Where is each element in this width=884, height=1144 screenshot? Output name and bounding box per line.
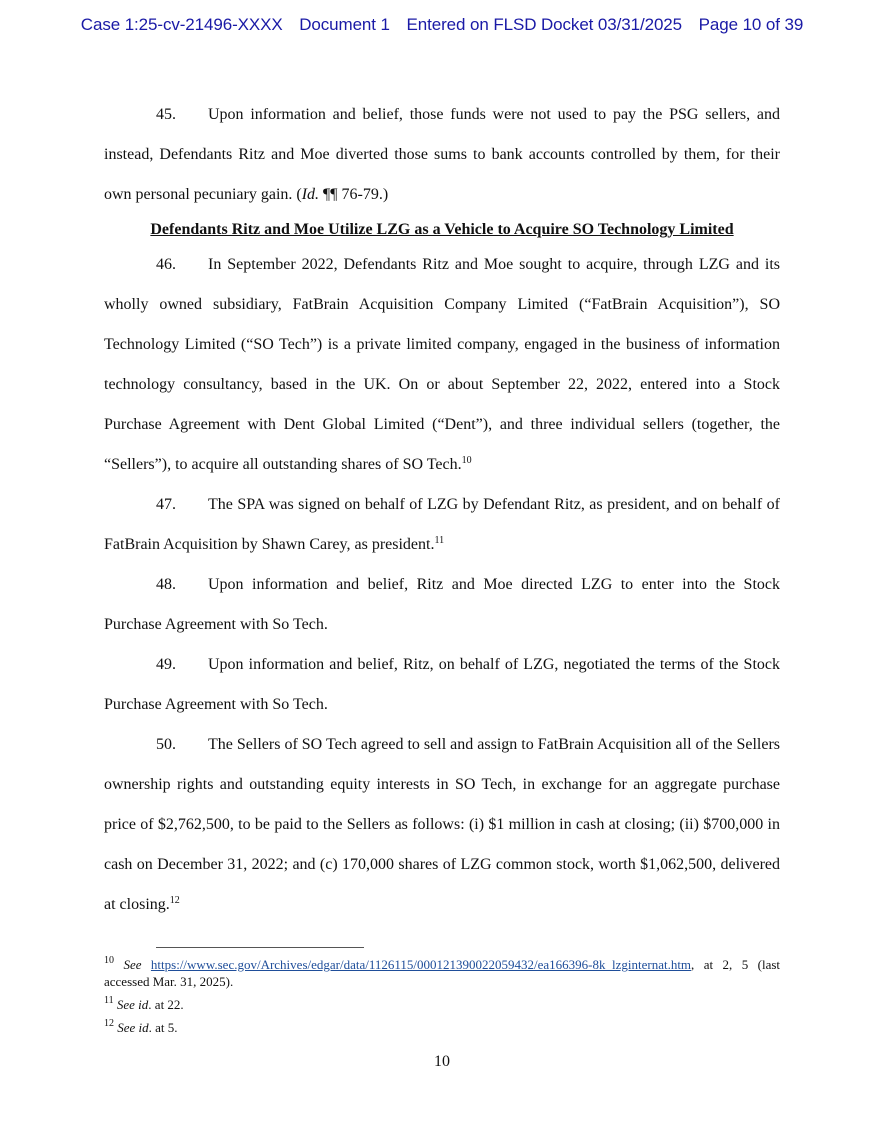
document-number: Document 1 <box>299 15 390 34</box>
footnote-number: 11 <box>104 995 114 1006</box>
section-heading: Defendants Ritz and Moe Utilize LZG as a Vehicle to Acquire SO Technology Limited <box>150 221 734 238</box>
signal-see-id: See id <box>117 1020 149 1035</box>
document-body <box>104 95 780 925</box>
footnote-12 <box>104 1019 780 1036</box>
paragraph-text: In September 2022, Defendants Ritz and Moe sought to acquire, through LZG and its wholly owned subsidiary, FatBrain Acquisition Company Limited (“FatBrain Acquisition”), SO Technology Limited (“SO Tech”) is a private limited company, engaged in the business of information technology consultancy, based in the UK. On or about September 22, 2022, entered into a Stock Purchase Agreement with Dent Global Limited (“Dent”), and three individual sellers (together, the “Sellers”), to acquire all outstanding shares of SO Tech. <box>104 256 780 473</box>
paragraph-49 <box>104 645 780 725</box>
entered-date: Entered on FLSD Docket 03/31/2025 <box>406 15 683 34</box>
paragraph-text: The SPA was signed on behalf of LZG by Defendant Ritz, as president, and on behalf of FatBrain Acquisition by Shawn Carey, as president. <box>104 496 780 553</box>
paragraph-number: 47. <box>156 496 176 513</box>
footnote-text: . at 22. <box>148 997 184 1012</box>
paragraph-46 <box>104 245 780 485</box>
footnotes <box>104 956 780 1042</box>
paragraph-number: 49. <box>156 656 176 673</box>
citation-rest: ¶¶ 76-79.) <box>319 186 389 203</box>
paragraph-50 <box>104 725 780 925</box>
signal-see-id: See id <box>116 997 149 1012</box>
paragraph-45 <box>104 95 780 215</box>
sec-filing-link[interactable]: https://www.sec.gov/Archives/edgar/data/1126115/000121390022059432/ea166396-8k_lzginternat.htm <box>150 957 692 972</box>
paragraph-number: 46. <box>156 256 176 273</box>
citation-id: Id. <box>301 186 320 203</box>
case-number: Case 1:25-cv-21496-XXXX <box>80 15 283 34</box>
paragraph-text: Upon information and belief, Ritz and Moe directed LZG to enter into the Stock Purchase Agreement with So Tech. <box>104 576 780 633</box>
paragraph-number: 48. <box>156 576 176 593</box>
docket-header <box>0 15 884 35</box>
footnote-text: . at 5. <box>148 1020 178 1035</box>
footnote-text: , at 2, 5 (last accessed Mar. 31, 2025). <box>104 957 781 989</box>
paragraph-text: Upon information and belief, Ritz, on behalf of LZG, negotiated the terms of the Stock Purchase Agreement with So Tech. <box>104 656 780 713</box>
page-indicator: Page 10 of 39 <box>698 15 804 34</box>
footnote-11 <box>104 996 780 1013</box>
signal-see: See <box>123 957 142 972</box>
paragraph-text: The Sellers of SO Tech agreed to sell and assign to FatBrain Acquisition all of the Sellers ownership rights and outstanding equity interests in SO Tech, in exchange for an aggregate purchase price of $2,762,500, to be paid to the Sellers as follows: (i) $1 million in cash at closing; (ii) $700,000 in cash on December 31, 2022; and (c) 170,000 shares of LZG common stock, worth $1,062,500, delivered at closing. <box>104 736 780 913</box>
page-number: 10 <box>434 1053 450 1070</box>
footnote-divider <box>156 947 364 948</box>
paragraph-48 <box>104 565 780 645</box>
footnote-number: 10 <box>104 955 114 966</box>
footnote-ref[interactable]: 12 <box>169 895 180 906</box>
paragraph-number: 50. <box>156 736 176 753</box>
footnote-ref[interactable]: 10 <box>461 455 472 466</box>
paragraph-number: 45. <box>156 106 176 123</box>
paragraph-47 <box>104 485 780 565</box>
footnote-number: 12 <box>104 1018 114 1029</box>
paragraph-text: Upon information and belief, those funds were not used to pay the PSG sellers, and instead, Defendants Ritz and Moe diverted those sums to bank accounts controlled by them, for their own personal pecuniary gain. ( <box>104 106 780 203</box>
footnote-10 <box>104 956 780 990</box>
footnote-ref[interactable]: 11 <box>434 535 445 546</box>
